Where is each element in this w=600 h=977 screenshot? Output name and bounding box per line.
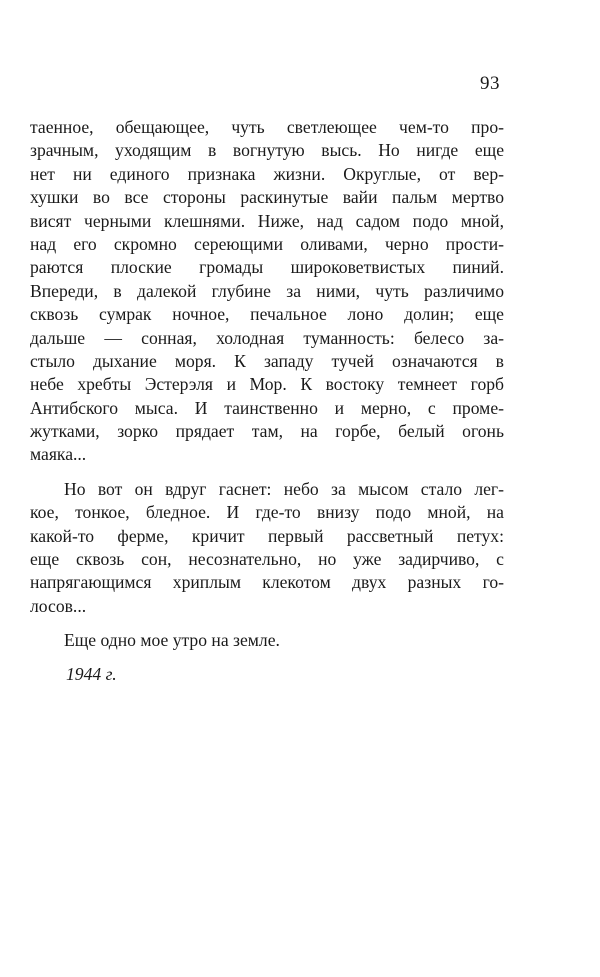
paragraph-2 (30, 478, 504, 618)
text-line: кое, тонкое, бледное. И где-то внизу подо мной, на (30, 502, 504, 523)
text-line: сквозь сумрак ночное, печальное лоно долин; еще (30, 304, 504, 325)
date-signature: 1944 г. (66, 663, 117, 684)
text-line: дальше — сонная, холодная туманность: белесо за- (30, 327, 504, 348)
text-line: Еще одно мое утро на земле. (64, 630, 280, 651)
text-line: маяка... (30, 444, 87, 465)
text-line: какой-то ферме, кричит первый рассветный петух: (30, 525, 504, 546)
text-line: нет ни единого признака жизни. Округлые, от вер- (30, 163, 504, 184)
text-line: еще сквозь сон, несознательно, но уже задирчиво, с (30, 549, 504, 570)
text-line: небе хребты Эстерэля и Мор. К востоку темнеет горб (30, 374, 504, 395)
text-line: жутками, зорко прядает там, на горбе, белый огонь (30, 421, 504, 442)
text-line: таенное, обещающее, чуть светлеющее чем-то про- (30, 117, 504, 137)
text-line: над его скромно сереющими оливами, черно прости- (30, 233, 504, 254)
text-line: Но вот он вдруг гаснет: небо за мысом стало лег- (64, 478, 504, 499)
text-line: Антибского мыса. И таинственно и мерно, с проме- (30, 397, 504, 418)
text-line: Впереди, в далекой глубине за ними, чуть различимо (30, 280, 504, 301)
text-line: лосов... (30, 595, 87, 616)
main-text (30, 116, 504, 686)
text-line: стыло дыхание моря. К западу тучей означаются в (30, 350, 504, 371)
paragraph-3 (30, 629, 504, 652)
text-line: раются плоские громады широковетвистых пиний. (30, 257, 504, 278)
text-line: напрягающимся хриплым клекотом двух разных го- (30, 572, 504, 593)
text-line: висят черными клешнями. Ниже, над садом подо мной, (30, 210, 504, 231)
page-number: 93 (480, 73, 500, 94)
paragraph-1 (30, 116, 504, 467)
text-line: зрачным, уходящим в вогнутую высь. Но нигде еще (30, 140, 504, 161)
text-line: хушки во все стороны раскинутые вайи пальм мертво (30, 187, 504, 208)
